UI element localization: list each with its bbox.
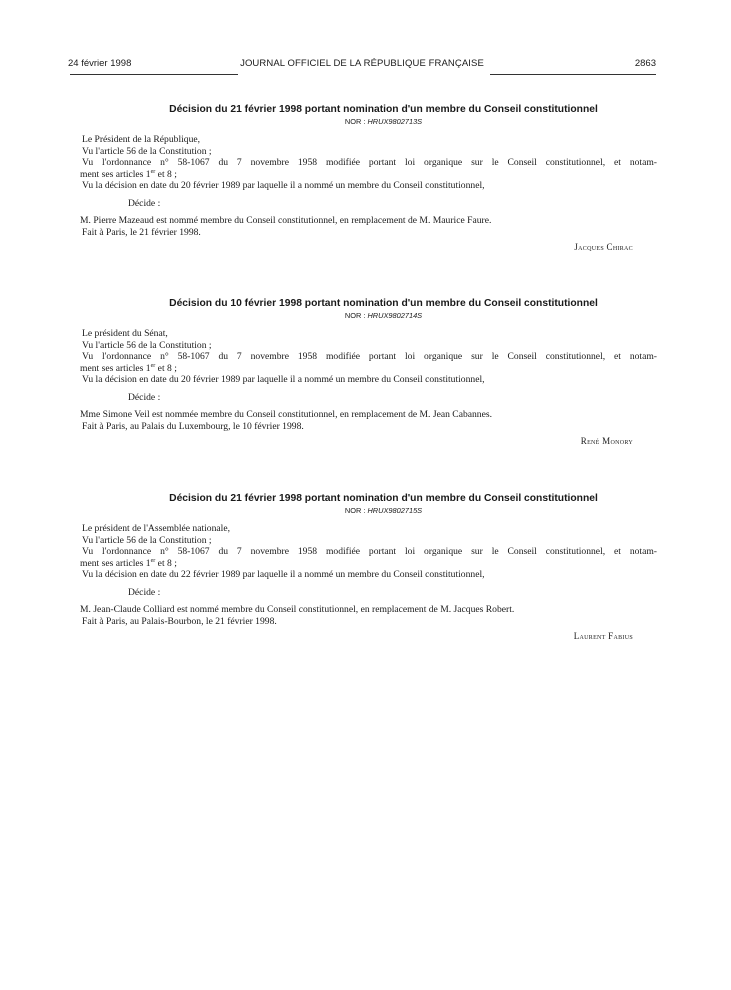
vu-decision: Vu la décision en date du 20 février 1989 par laquelle il a nommé un membre du Conseil constitutionnel,	[82, 374, 485, 385]
vu-ordonnance-cont: ment ses articles 1er et 8 ;	[80, 557, 177, 569]
journal-title: JOURNAL OFFICIEL DE LA RÉPUBLIQUE FRANÇAISE	[240, 58, 484, 69]
decision-title: Décision du 10 février 1998 portant nomination d'un membre du Conseil constitutionnel	[169, 298, 598, 309]
signature: Laurent Fabius	[573, 631, 633, 641]
vu-decision: Vu la décision en date du 22 février 1989 par laquelle il a nommé un membre du Conseil constitutionnel,	[82, 569, 485, 580]
nor-label: NOR :	[344, 311, 366, 320]
vu-article: Vu l'article 56 de la Constitution ;	[82, 339, 212, 351]
nor-reference	[80, 117, 657, 126]
vu-ordonnance: Vu l'ordonnance n° 58-1067 du 7 novembre 1958 modifiée portant loi organique sur le Conseil constitutionnel, et notam-	[82, 351, 657, 362]
decision-title: Décision du 21 février 1998 portant nomination d'un membre du Conseil constitutionnel	[169, 493, 598, 504]
page-number: 2863	[634, 58, 656, 69]
nor-reference	[80, 311, 657, 320]
author-line: Le président de l'Assemblée nationale,	[82, 523, 230, 534]
decision-3	[80, 493, 657, 643]
decision-title: Décision du 21 février 1998 portant nomination d'un membre du Conseil constitutionnel	[169, 104, 598, 115]
nor-code: HRUX9802715S	[367, 506, 423, 515]
decide-label: Décide :	[128, 197, 161, 209]
vu-ordonnance: Vu l'ordonnance n° 58-1067 du 7 novembre 1958 modifiée portant loi organique sur le Conseil constitutionnel, et notam-	[82, 546, 657, 557]
fait-line: Fait à Paris, le 21 février 1998.	[82, 226, 201, 238]
decision-body	[80, 523, 657, 643]
nor-label: NOR :	[344, 506, 366, 515]
decision-body	[80, 328, 657, 448]
header-rule-left	[70, 74, 238, 75]
nor-label: NOR :	[344, 117, 366, 126]
author-line: Le président du Sénat,	[82, 328, 168, 339]
vu-ordonnance: Vu l'ordonnance n° 58-1067 du 7 novembre 1958 modifiée portant loi organique sur le Conseil constitutionnel, et notam-	[82, 157, 657, 168]
signature: René Monory	[580, 436, 633, 446]
nor-code: HRUX9802713S	[367, 117, 423, 126]
decision-body	[80, 134, 657, 254]
article-text: M. Jean-Claude Colliard est nommé membre du Conseil constitutionnel, en remplacement de M. Jacques Robert.	[80, 604, 515, 615]
decide-label: Décide :	[128, 391, 161, 403]
author-line: Le Président de la République,	[82, 134, 201, 145]
vu-ordonnance-cont: ment ses articles 1er et 8 ;	[80, 168, 177, 180]
vu-ordonnance-cont: ment ses articles 1er et 8 ;	[80, 362, 177, 374]
fait-line: Fait à Paris, au Palais du Luxembourg, le 10 février 1998.	[82, 420, 304, 432]
article-text: M. Pierre Mazeaud est nommé membre du Conseil constitutionnel, en remplacement de M. Maurice Faure.	[80, 215, 492, 226]
header-date: 24 février 1998	[68, 58, 132, 69]
nor-reference	[80, 506, 657, 515]
decision-2	[80, 298, 657, 448]
header-rule-right	[490, 74, 656, 75]
article-text: Mme Simone Veil est nommée membre du Conseil constitutionnel, en remplacement de M. Jean Cabannes.	[80, 409, 492, 420]
signature: Jacques Chirac	[574, 242, 633, 252]
decision-1	[80, 104, 657, 254]
fait-line: Fait à Paris, au Palais-Bourbon, le 21 février 1998.	[82, 615, 277, 627]
vu-decision: Vu la décision en date du 20 février 1989 par laquelle il a nommé un membre du Conseil constitutionnel,	[82, 180, 485, 191]
nor-code: HRUX9802714S	[367, 311, 423, 320]
vu-article: Vu l'article 56 de la Constitution ;	[82, 145, 212, 157]
page-header	[68, 58, 656, 72]
decide-label: Décide :	[128, 586, 161, 598]
vu-article: Vu l'article 56 de la Constitution ;	[82, 534, 212, 546]
